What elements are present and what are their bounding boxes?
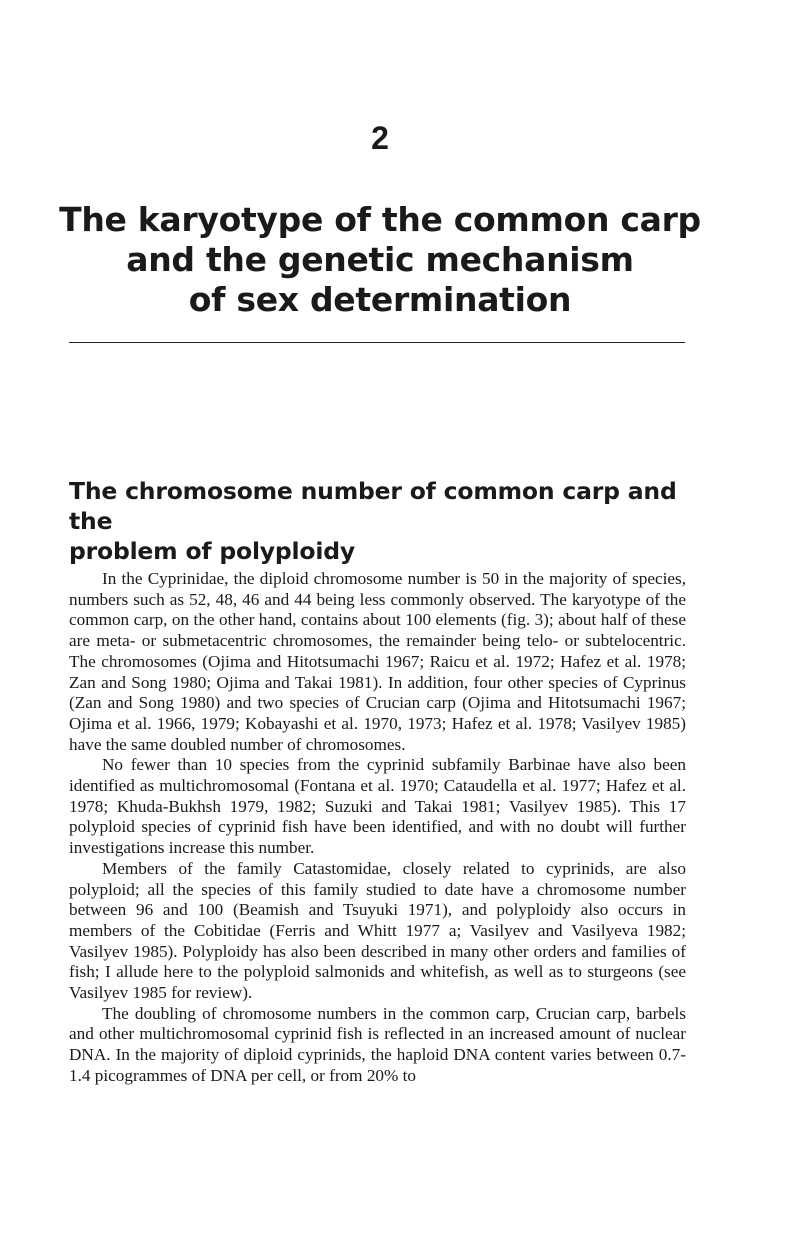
- chapter-title-line: and the genetic mechanism: [126, 240, 634, 279]
- body-text: [69, 569, 686, 1087]
- chapter-number: 2: [371, 120, 389, 156]
- section-heading: [69, 476, 709, 566]
- paragraph: Members of the family Catastomidae, closely related to cyprinids, are also polyploid; all the species of this family studied to date have a chromosome number between 96 and 100 (Beamish and Tsuyuki 1971), and polyploidy also occurs in members of the Cobitidae (Ferris and Whitt 1977 a; Vasilyev and Vasilyeva 1982; Vasilyev 1985). Polyploidy has also been described in many other orders and families of fish; I allude here to the polyploid salmonids and whitefish, as well as to sturgeons (see Vasilyev 1985 for review).: [69, 858, 686, 1003]
- chapter-title-line: of sex determination: [188, 280, 572, 319]
- title-divider: [69, 342, 685, 343]
- chapter-title: [0, 200, 760, 320]
- paragraph: In the Cyprinidae, the diploid chromosome number is 50 in the majority of species, numbers such as 52, 48, 46 and 44 being less commonly observed. The karyotype of the common carp, on the other hand, contains about 100 elements (fig. 3); about half of these are meta- or submetacentric chromosomes, the remainder being telo- or subtelocentric. The chromosomes (Ojima and Hitotsumachi 1967; Raicu et al. 1972; Hafez et al. 1978; Zan and Song 1980; Ojima and Takai 1981). In addition, four other species of Cyprinus (Zan and Song 1980) and two species of Crucian carp (Ojima and Hitotsumachi 1967; Ojima et al. 1966, 1979; Kobayashi et al. 1970, 1973; Hafez et al. 1978; Vasilyev 1985) have the same doubled number of chromosomes.: [69, 569, 686, 754]
- chapter-title-line: The karyotype of the common carp: [59, 200, 701, 239]
- section-heading-line: The chromosome number of common carp and the: [69, 477, 677, 535]
- section-heading-line: problem of polyploidy: [69, 537, 355, 565]
- paragraph: No fewer than 10 species from the cyprinid subfamily Barbinae have also been identified as multichromosomal (Fontana et al. 1970; Cataudella et al. 1977; Hafez et al. 1978; Khuda-Bukhsh 1979, 1982; Suzuki and Takai 1981; Vasilyev 1985). This 17 polyploid species of cyprinid fish have been identified, and with no doubt will further investigations increase this number.: [69, 755, 686, 858]
- paragraph: The doubling of chromosome numbers in the common carp, Crucian carp, barbels and other multichromosomal cyprinid fish is reflected in an increased amount of nuclear DNA. In the majority of diploid cyprinids, the haploid DNA content varies between 0.7-1.4 picogrammes of DNA per cell, or from 20% to: [69, 1003, 686, 1085]
